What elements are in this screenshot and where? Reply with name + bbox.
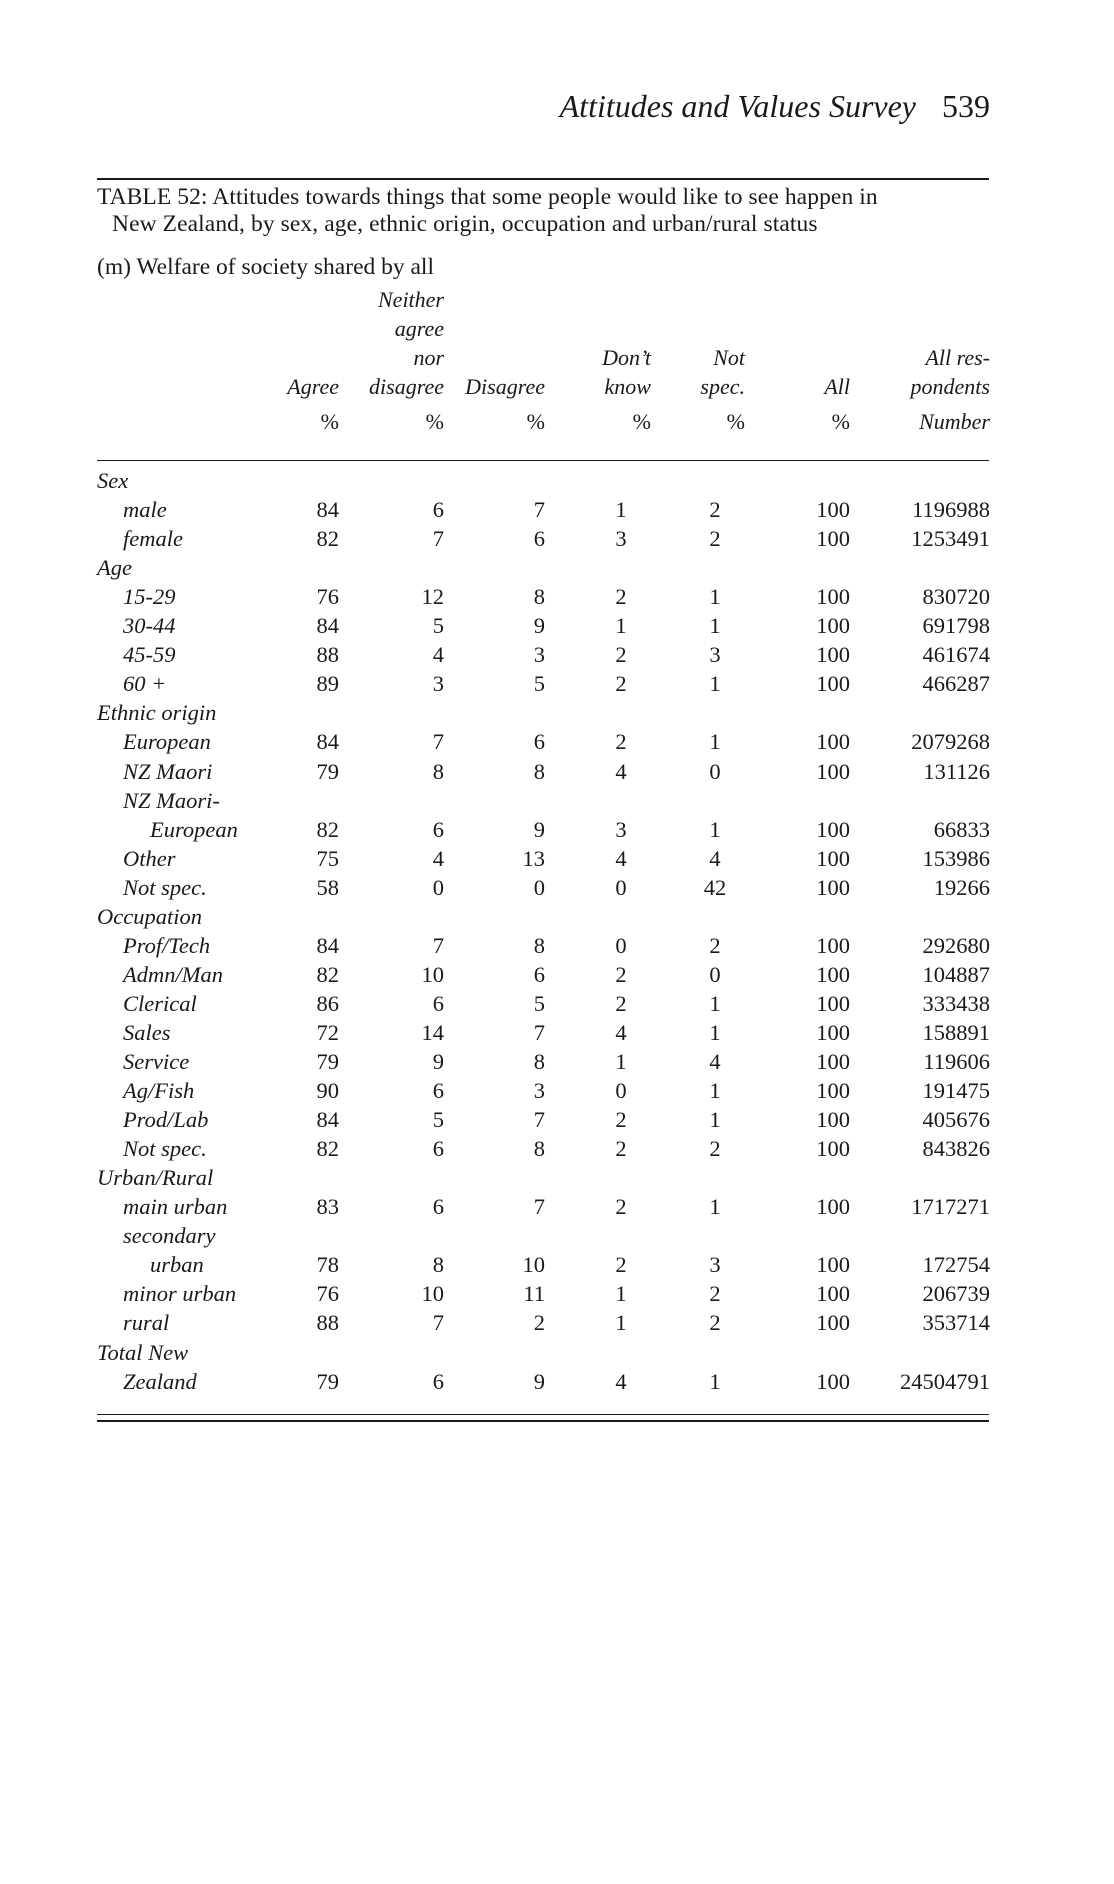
table-cell: 1 xyxy=(615,1281,627,1307)
table-cell: 82 xyxy=(316,961,339,987)
table-cell: 12 xyxy=(421,584,444,610)
table-cell: 100 xyxy=(816,1049,850,1074)
table-caption-line-2: New Zealand, by sex, age, ethnic origin, occupation and urban/rural status xyxy=(112,211,818,237)
table-cell: 100 xyxy=(816,729,850,755)
row-label: Occupation xyxy=(97,903,202,929)
table-cell: 100 xyxy=(816,816,850,842)
column-header-line: All res- xyxy=(925,345,990,370)
table-cell: 8 xyxy=(533,758,545,784)
table-cell: 100 xyxy=(816,1310,850,1336)
table-caption xyxy=(97,184,1007,238)
column-unit: Number xyxy=(919,409,990,434)
table-cell: 100 xyxy=(816,526,850,552)
row-label: European xyxy=(150,816,238,842)
column-unit: % xyxy=(632,409,651,434)
table-cell: 100 xyxy=(816,874,850,900)
table-cell: 88 xyxy=(316,642,339,668)
table-cell: 100 xyxy=(816,1136,850,1162)
table-row xyxy=(0,1107,1114,1136)
table-cell: 10 xyxy=(522,1252,545,1278)
table-cell: 2 xyxy=(709,932,721,958)
table-cell: 8 xyxy=(432,1252,444,1278)
column-header-line: disagree xyxy=(369,374,444,399)
table-row xyxy=(0,759,1114,788)
table-cell: 14 xyxy=(421,1019,444,1045)
table-caption-line-1: TABLE 52: Attitudes towards things that some people would like to see happen in xyxy=(97,184,878,210)
column-header-line: Don’t xyxy=(602,345,651,370)
table-cell: 84 xyxy=(316,932,339,958)
table-cell: 0 xyxy=(709,961,721,987)
table-group-label-row xyxy=(0,1223,1114,1252)
table-cell: 100 xyxy=(816,758,850,784)
table-group-label-row xyxy=(0,1165,1114,1194)
table-row xyxy=(0,1020,1114,1049)
column-header-line: nor xyxy=(413,345,444,370)
table-cell: 4 xyxy=(615,1368,627,1394)
table-cell: 843826 xyxy=(922,1136,990,1162)
row-label: Ag/Fish xyxy=(123,1078,195,1104)
table-cell: 3 xyxy=(709,642,721,668)
table-row xyxy=(0,613,1114,642)
table-cell: 6 xyxy=(432,1368,444,1394)
table-cell: 5 xyxy=(432,613,444,639)
table-cell: 6 xyxy=(432,1078,444,1104)
table-cell: 3 xyxy=(432,671,444,697)
table-cell: 58 xyxy=(316,874,339,900)
table-row xyxy=(0,875,1114,904)
table-bottom-rule-thick xyxy=(97,1420,989,1422)
table-cell: 7 xyxy=(432,932,444,958)
column-unit: % xyxy=(726,409,745,434)
table-cell: 1 xyxy=(709,729,721,755)
table-cell: 100 xyxy=(816,671,850,697)
table-cell: 2 xyxy=(615,1194,627,1220)
row-label: rural xyxy=(123,1310,170,1336)
table-subtitle: (m) Welfare of society shared by all xyxy=(97,254,434,280)
table-cell: 79 xyxy=(316,758,339,784)
table-cell: 83 xyxy=(316,1194,339,1220)
table-cell: 90 xyxy=(316,1078,339,1104)
row-label: Other xyxy=(123,845,176,871)
column-unit: % xyxy=(320,409,339,434)
table-cell: 6 xyxy=(533,729,545,755)
table-cell: 7 xyxy=(533,1019,545,1045)
table-cell: 24504791 xyxy=(900,1368,990,1394)
table-cell: 100 xyxy=(816,932,850,958)
table-cell: 1 xyxy=(709,1368,721,1394)
column-header-line: pondents xyxy=(910,374,990,399)
table-row xyxy=(0,526,1114,555)
table-row xyxy=(0,1369,1114,1398)
column-unit: % xyxy=(526,409,545,434)
table-group-label-row xyxy=(0,788,1114,817)
table-row xyxy=(0,846,1114,875)
table-cell: 10 xyxy=(421,1281,444,1307)
row-label: Service xyxy=(123,1049,190,1074)
table-cell: 2 xyxy=(709,497,721,523)
table-cell: 9 xyxy=(533,1368,545,1394)
table-cell: 4 xyxy=(615,845,627,871)
table-cell: 131126 xyxy=(923,758,990,784)
table-cell: 13 xyxy=(522,845,545,871)
table-cell: 7 xyxy=(533,1107,545,1133)
table-cell: 88 xyxy=(316,1310,339,1336)
table-cell: 100 xyxy=(816,1368,850,1394)
page-number: 539 xyxy=(942,88,990,124)
table-cell: 100 xyxy=(816,1078,850,1104)
table-cell: 4 xyxy=(615,1019,627,1045)
table-cell: 2079268 xyxy=(911,729,990,755)
table-cell: 6 xyxy=(533,526,545,552)
table-cell: 100 xyxy=(816,961,850,987)
row-label: NZ Maori- xyxy=(123,787,220,813)
table-cell: 2 xyxy=(615,642,627,668)
table-cell: 42 xyxy=(703,874,727,900)
row-label: 30-44 xyxy=(123,613,176,639)
table-cell: 86 xyxy=(316,990,339,1016)
table-cell: 1 xyxy=(709,990,721,1016)
running-head xyxy=(560,88,990,125)
table-cell: 6 xyxy=(432,497,444,523)
table-cell: 4 xyxy=(432,845,444,871)
table-cell: 11 xyxy=(523,1281,545,1307)
table-cell: 2 xyxy=(709,1136,721,1162)
running-head-title: Attitudes and Values Survey xyxy=(559,88,916,124)
row-label: female xyxy=(123,526,183,552)
table-cell: 7 xyxy=(533,497,545,523)
row-label: Not spec. xyxy=(123,874,207,900)
row-label: Zealand xyxy=(123,1368,197,1394)
table-cell: 8 xyxy=(533,1136,545,1162)
column-unit: % xyxy=(831,409,850,434)
table-cell: 82 xyxy=(316,1136,339,1162)
column-header-line: spec. xyxy=(700,374,745,399)
table-cell: 1 xyxy=(709,1107,721,1133)
table-cell: 830720 xyxy=(922,584,990,610)
table-cell: 84 xyxy=(316,613,339,639)
table-cell: 2 xyxy=(615,1252,627,1278)
row-label: Sex xyxy=(97,468,129,493)
table-row xyxy=(0,497,1114,526)
table-cell: 82 xyxy=(316,526,339,552)
table-cell: 466287 xyxy=(922,671,990,697)
table-cell: 100 xyxy=(816,584,850,610)
row-label: Prof/Tech xyxy=(123,932,211,958)
column-header-line: Agree xyxy=(287,374,339,399)
table-cell: 405676 xyxy=(922,1107,990,1133)
header-bottom-rule xyxy=(97,460,989,461)
table-cell: 8 xyxy=(533,1049,545,1074)
table-cell: 1 xyxy=(615,613,627,639)
column-header-line: agree xyxy=(394,316,444,341)
row-label: Sales xyxy=(123,1019,171,1045)
table-row xyxy=(0,1281,1114,1310)
table-cell: 1 xyxy=(709,671,721,697)
row-label: main urban xyxy=(123,1194,228,1220)
table-cell: 4 xyxy=(615,758,627,784)
row-label: 60 + xyxy=(123,671,167,697)
table-row xyxy=(0,671,1114,700)
table-cell: 84 xyxy=(316,1107,339,1133)
table-cell: 4 xyxy=(432,642,444,668)
table-row xyxy=(0,1310,1114,1339)
table-cell: 172754 xyxy=(922,1252,990,1278)
table-cell: 353714 xyxy=(922,1310,990,1336)
row-label: minor urban xyxy=(123,1281,237,1307)
table-cell: 89 xyxy=(316,671,339,697)
table-cell: 4 xyxy=(709,1049,721,1074)
table-cell: 6 xyxy=(432,990,444,1016)
table-cell: 7 xyxy=(432,729,444,755)
table-cell: 3 xyxy=(709,1252,721,1278)
table-cell: 1 xyxy=(709,584,721,610)
table-cell: 2 xyxy=(615,1107,627,1133)
table-cell: 2 xyxy=(615,1136,627,1162)
row-label: Admn/Man xyxy=(123,961,223,987)
table-cell: 0 xyxy=(615,1078,627,1104)
column-unit: % xyxy=(425,409,444,434)
table-group-label-row xyxy=(0,700,1114,729)
table-cell: 3 xyxy=(615,526,627,552)
table-cell: 1 xyxy=(615,1049,627,1074)
table-cell: 1 xyxy=(615,1310,627,1336)
table-group-label-row xyxy=(0,468,1114,497)
table-cell: 3 xyxy=(533,642,545,668)
table-cell: 100 xyxy=(816,497,850,523)
table-cell: 8 xyxy=(533,584,545,610)
table-cell: 191475 xyxy=(922,1078,990,1104)
row-label: Age xyxy=(97,555,132,581)
table-cell: 9 xyxy=(432,1049,444,1074)
table-cell: 9 xyxy=(533,816,545,842)
table-cell: 84 xyxy=(316,729,339,755)
table-cell: 19266 xyxy=(933,874,990,900)
table-cell: 2 xyxy=(709,526,721,552)
table-group-label-row xyxy=(0,555,1114,584)
table-cell: 6 xyxy=(533,961,545,987)
table-cell: 8 xyxy=(533,932,545,958)
table-cell: 0 xyxy=(615,874,627,900)
table-cell: 4 xyxy=(709,845,721,871)
table-cell: 6 xyxy=(432,1136,444,1162)
table-cell: 461674 xyxy=(922,642,990,668)
table-cell: 158891 xyxy=(922,1019,990,1045)
table-cell: 5 xyxy=(533,990,545,1016)
table-cell: 66833 xyxy=(933,816,990,842)
table-cell: 2 xyxy=(533,1310,545,1336)
table-cell: 100 xyxy=(816,1252,850,1278)
table-cell: 333438 xyxy=(922,990,990,1016)
table-row xyxy=(0,1049,1114,1078)
table-cell: 6 xyxy=(432,816,444,842)
table-cell: 104887 xyxy=(922,961,990,987)
table-group-label-row xyxy=(0,1340,1114,1369)
table-cell: 100 xyxy=(816,642,850,668)
table-cell: 10 xyxy=(421,961,444,987)
table-cell: 78 xyxy=(316,1252,339,1278)
table-cell: 100 xyxy=(816,613,850,639)
table-cell: 72 xyxy=(316,1019,339,1045)
row-label: male xyxy=(123,497,167,523)
table-cell: 2 xyxy=(709,1281,721,1307)
table-cell: 9 xyxy=(533,613,545,639)
table-cell: 0 xyxy=(533,874,545,900)
table-cell: 119606 xyxy=(923,1049,990,1074)
table-cell: 0 xyxy=(615,932,627,958)
table-cell: 100 xyxy=(816,990,850,1016)
table-cell: 82 xyxy=(316,816,339,842)
table-cell: 79 xyxy=(316,1368,339,1394)
table-row xyxy=(0,817,1114,846)
table-cell: 100 xyxy=(816,1281,850,1307)
column-header-line: know xyxy=(604,374,651,399)
column-header-line: Not xyxy=(713,345,745,370)
table-cell: 2 xyxy=(709,1310,721,1336)
table-cell: 2 xyxy=(615,729,627,755)
table-bottom-rule xyxy=(97,1414,989,1415)
table-cell: 292680 xyxy=(922,932,990,958)
table-cell: 76 xyxy=(316,584,339,610)
table-row xyxy=(0,584,1114,613)
table-cell: 76 xyxy=(316,1281,339,1307)
column-header-line: Disagree xyxy=(465,374,545,399)
table-row xyxy=(0,1136,1114,1165)
table-row xyxy=(0,729,1114,758)
table-cell: 100 xyxy=(816,845,850,871)
table-cell: 0 xyxy=(709,758,721,784)
table-cell: 3 xyxy=(615,816,627,842)
table-cell: 100 xyxy=(816,1107,850,1133)
table-row xyxy=(0,1194,1114,1223)
table-row xyxy=(0,962,1114,991)
row-label: Prod/Lab xyxy=(123,1107,209,1133)
row-label: secondary xyxy=(123,1223,216,1249)
table-cell: 75 xyxy=(316,845,339,871)
table-cell: 3 xyxy=(533,1078,545,1104)
table-row xyxy=(0,642,1114,671)
table-cell: 1253491 xyxy=(911,526,990,552)
row-label: Not spec. xyxy=(123,1136,207,1162)
table-row xyxy=(0,1252,1114,1281)
table-cell: 2 xyxy=(615,671,627,697)
table-cell: 100 xyxy=(816,1194,850,1220)
table-cell: 8 xyxy=(432,758,444,784)
table-cell: 691798 xyxy=(922,613,990,639)
table-cell: 79 xyxy=(316,1049,339,1074)
table-cell: 2 xyxy=(615,961,627,987)
table-cell: 1196988 xyxy=(912,497,990,523)
table-cell: 1717271 xyxy=(911,1194,990,1220)
table-cell: 1 xyxy=(709,1078,721,1104)
row-label: Urban/Rural xyxy=(97,1165,214,1191)
column-header-line: Neither xyxy=(378,287,444,312)
table-cell: 7 xyxy=(533,1194,545,1220)
row-label: Ethnic origin xyxy=(97,700,217,726)
table-group-label-row xyxy=(0,904,1114,933)
table-cell: 206739 xyxy=(922,1281,990,1307)
table-cell: 1 xyxy=(615,497,627,523)
row-label: 45-59 xyxy=(123,642,176,668)
table-row xyxy=(0,1078,1114,1107)
row-label: urban xyxy=(150,1252,204,1278)
table-cell: 1 xyxy=(709,613,721,639)
row-label: 15-29 xyxy=(123,584,176,610)
table-cell: 1 xyxy=(709,1194,721,1220)
table-row xyxy=(0,991,1114,1020)
table-cell: 7 xyxy=(432,1310,444,1336)
table-row xyxy=(0,933,1114,962)
table-cell: 153986 xyxy=(922,845,990,871)
table-cell: 1 xyxy=(709,1019,721,1045)
table-cell: 5 xyxy=(533,671,545,697)
table-cell: 0 xyxy=(432,874,444,900)
table-cell: 84 xyxy=(316,497,339,523)
table-cell: 6 xyxy=(432,1194,444,1220)
table-cell: 2 xyxy=(615,584,627,610)
row-label: Total New xyxy=(97,1339,189,1365)
table-cell: 100 xyxy=(816,1019,850,1045)
column-header-line: All xyxy=(824,374,850,399)
table-cell: 1 xyxy=(709,816,721,842)
table-cell: 7 xyxy=(432,526,444,552)
row-label: European xyxy=(123,729,211,755)
row-label: NZ Maori xyxy=(123,758,213,784)
row-label: Clerical xyxy=(123,990,197,1016)
table-cell: 5 xyxy=(432,1107,444,1133)
table-top-rule xyxy=(97,178,989,180)
table-cell: 2 xyxy=(615,990,627,1016)
